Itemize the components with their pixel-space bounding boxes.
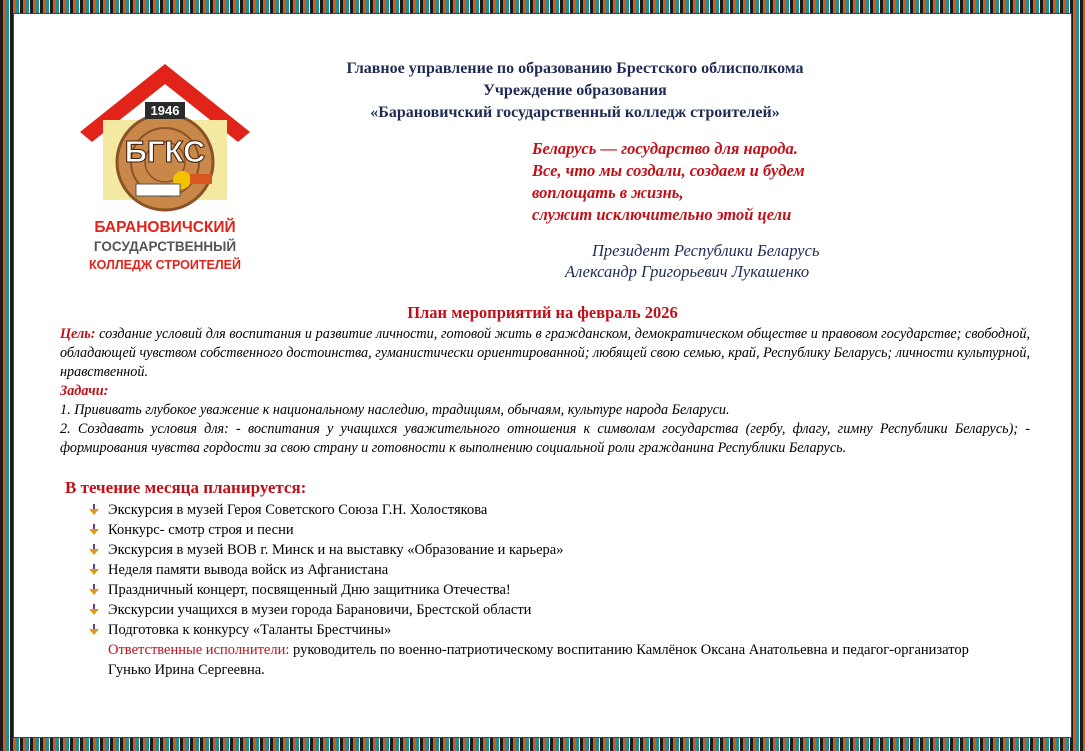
arrow-bullet-icon [88, 504, 100, 517]
logo-abbr: БГКС [124, 134, 206, 169]
list-item [88, 600, 563, 620]
list-item [88, 560, 563, 580]
goal-label: Цель: [60, 326, 96, 342]
events-list [88, 500, 563, 640]
list-item [88, 620, 563, 640]
task-2: 2. Создавать условия для: - воспитания у учащихся уважительного отношения к символам государства (гербу, флагу, гимну Республики Беларусь); - формирования чувства гордости за свою страну и готовности к выполнению социальной роли гражданина Республики Беларусь. [60, 421, 1030, 456]
logo-book [136, 184, 180, 196]
college-logo [78, 62, 253, 277]
plan-body [60, 325, 1030, 458]
month-title: В течение месяца планируется: [65, 478, 307, 497]
event-text: Экскурсия в музей ВОВ г. Минск и на выставку «Образование и карьера» [108, 542, 564, 558]
list-item [88, 540, 563, 560]
plan-title: План мероприятий на февраль 2026 [407, 303, 678, 322]
logo-name-3: КОЛЛЕДЖ СТРОИТЕЛЕЙ [89, 258, 241, 272]
logo-year: 1946 [150, 103, 180, 118]
document-header [300, 58, 850, 124]
responsible-text: руководитель по военно-патриотическому воспитанию Камлёнок Оксана Анатольевна и педагог-организатор Гунько Ирина Сергеевна. [108, 642, 969, 678]
goal-paragraph [60, 325, 1030, 382]
event-text: Экскурсии учащихся в музеи города Барановичи, Брестской области [108, 602, 532, 618]
goal-text: создание условий для воспитания и развитие личности, готовой жить в гражданском, демократическом обществе и правовом государстве; свободной, обладающей чувством собственного достоинства, гуманистически ориентированной; любящей свою семью, край, Республику Беларусь; личности культурной, нравственной. [60, 326, 1031, 380]
header-line-3: «Барановичский государственный колледж строителей» [370, 104, 780, 121]
signature-title: Президент Республики Беларусь [592, 241, 820, 260]
signature-name: Александр Григорьевич Лукашенко [565, 262, 810, 281]
event-text: Неделя памяти вывода войск из Афганистана [108, 562, 389, 578]
quote-line-4: служит исключительно этой цели [532, 205, 792, 224]
event-text: Экскурсия в музей Героя Советского Союза Г.Н. Холостякова [108, 502, 488, 518]
arrow-bullet-icon [88, 524, 100, 537]
header-line-2: Учреждение образования [483, 82, 667, 99]
arrow-bullet-icon [88, 624, 100, 637]
tasks-label: Задачи: [60, 383, 109, 399]
quote-line-2: Все, что мы создали, создаем и будем [532, 161, 805, 180]
responsible-label: Ответственные исполнители: [108, 642, 290, 658]
logo-name-1: БАРАНОВИЧСКИЙ [94, 219, 236, 236]
list-item [88, 580, 563, 600]
quote-line-1: Беларусь — государство для народа. [532, 139, 798, 158]
arrow-bullet-icon [88, 564, 100, 577]
responsible-persons [108, 640, 988, 680]
logo-name-2: ГОСУДАРСТВЕННЫЙ [93, 239, 237, 254]
arrow-bullet-icon [88, 604, 100, 617]
task-1: 1. Прививать глубокое уважение к национальному наследию, традициям, обычаям, культуре народа Беларуси. [60, 402, 730, 418]
arrow-bullet-icon [88, 584, 100, 597]
quote-line-3: воплощать в жизнь, [532, 183, 684, 202]
event-text: Подготовка к конкурсу «Таланты Брестчины» [108, 622, 392, 638]
list-item [88, 520, 563, 540]
list-item [88, 500, 563, 520]
event-text: Праздничный концерт, посвященный Дню защитника Отечества! [108, 582, 511, 598]
president-quote [532, 138, 805, 226]
logo-brick [190, 174, 212, 184]
header-line-1: Главное управление по образованию Брестского облисполкома [346, 60, 804, 77]
arrow-bullet-icon [88, 544, 100, 557]
event-text: Конкурс- смотр строя и песни [108, 522, 294, 538]
